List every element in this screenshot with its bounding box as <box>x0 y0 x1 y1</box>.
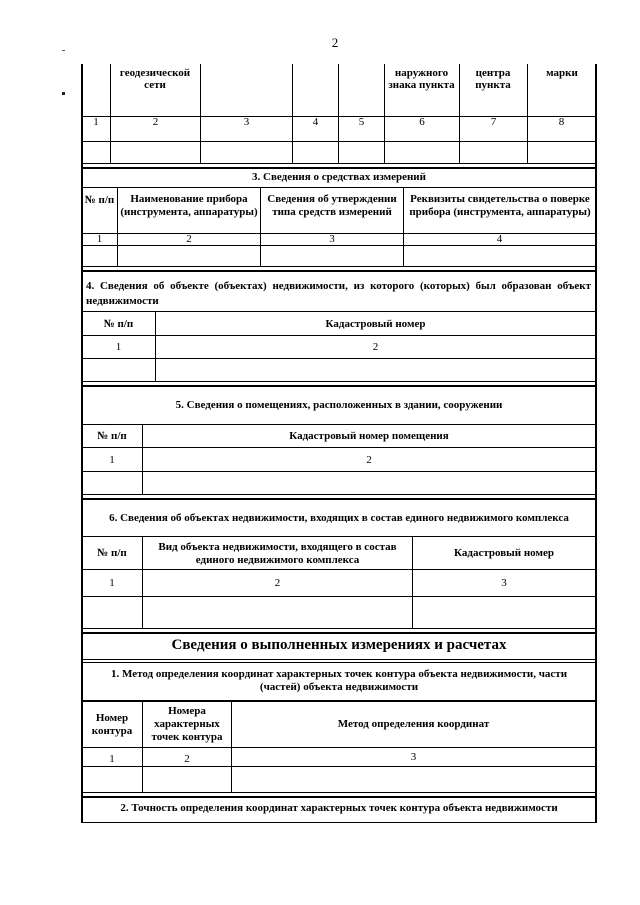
s6-header-num: № п/п <box>97 547 127 559</box>
top-header-mark: марки <box>546 67 578 79</box>
frame-right <box>595 64 597 823</box>
top-header-center: центра пункта <box>475 67 511 91</box>
s3-header-type: Сведения об утверждении типа средств измерений <box>267 193 397 218</box>
s3-col-number: 4 <box>496 233 503 245</box>
s4-header-num: № п/п <box>103 318 134 330</box>
s6-col-number: 3 <box>501 577 507 589</box>
top-col-number: 8 <box>558 116 565 128</box>
m1-col-number: 1 <box>109 753 115 765</box>
top-col-number: 2 <box>152 116 159 128</box>
s6-header-type: Вид объекта недвижимости, входящего в состав единого недвижимого комплекса <box>158 541 397 566</box>
top-col-number: 5 <box>358 116 365 128</box>
section-3-title: 3. Сведения о средствах измерений <box>252 171 426 183</box>
s5-col-number: 1 <box>109 454 115 466</box>
measurements-title: Сведения о выполненных измерениях и расчетах <box>171 637 507 653</box>
margin-mark <box>62 50 65 51</box>
s3-col-number: 1 <box>96 233 103 245</box>
margin-mark <box>62 92 65 95</box>
s3-col-number: 3 <box>329 233 335 245</box>
s5-col-number: 2 <box>366 454 372 466</box>
s4-header-cadastral: Кадастровый номер <box>325 318 426 330</box>
s4-col-number: 2 <box>372 341 379 353</box>
m1-col-number: 3 <box>410 751 417 763</box>
section-4-title: 4. Сведения об объекте (объектах) недвижимости, из которого (которых) был образован объект недвижимости <box>86 280 591 307</box>
s4-col-number: 1 <box>115 341 122 353</box>
section-5-title: 5. Сведения о помещениях, расположенных в здании, сооружении <box>175 399 503 411</box>
s6-col-number: 2 <box>274 577 281 589</box>
measurements-sub1-title: 1. Метод определения координат характерных точек контура объекта недвижимости, части (частей) объекта недвижимости <box>110 668 568 693</box>
top-col-number: 1 <box>93 116 99 128</box>
measurements-sub2-title: 2. Точность определения координат характерных точек контура объекта недвижимости <box>120 802 558 814</box>
top-col-number: 7 <box>490 116 497 128</box>
s6-header-cadastral: Кадастровый номер <box>454 547 554 559</box>
section-6-title: 6. Сведения об объектах недвижимости, входящих в состав единого недвижимого комплекса <box>109 512 569 524</box>
top-col-number: 3 <box>243 116 250 128</box>
m1-header-points: Номера характерных точек контура <box>151 705 223 743</box>
s3-header-cert: Реквизиты свидетельства о поверке прибора (инструмента, аппаратуры) <box>409 193 591 218</box>
s3-col-number: 2 <box>186 233 192 245</box>
s5-header-cadastral: Кадастровый номер помещения <box>289 430 449 442</box>
top-header-geodetic: геодезической сети <box>119 67 191 91</box>
top-col-number: 6 <box>419 116 425 128</box>
s5-header-num: № п/п <box>97 430 127 442</box>
s3-header-num: № п/п <box>84 194 115 206</box>
m1-col-number: 2 <box>184 753 190 765</box>
page-number: 2 <box>331 35 339 50</box>
m1-header-method: Метод определения координат <box>337 718 490 730</box>
m1-header-contour: Номер контура <box>91 712 133 737</box>
s3-header-device: Наименование прибора (инструмента, аппаратуры) <box>120 193 258 218</box>
s6-col-number: 1 <box>109 577 115 589</box>
top-col-number: 4 <box>312 116 319 128</box>
top-header-outer-sign: наружного знака пункта <box>388 67 455 91</box>
